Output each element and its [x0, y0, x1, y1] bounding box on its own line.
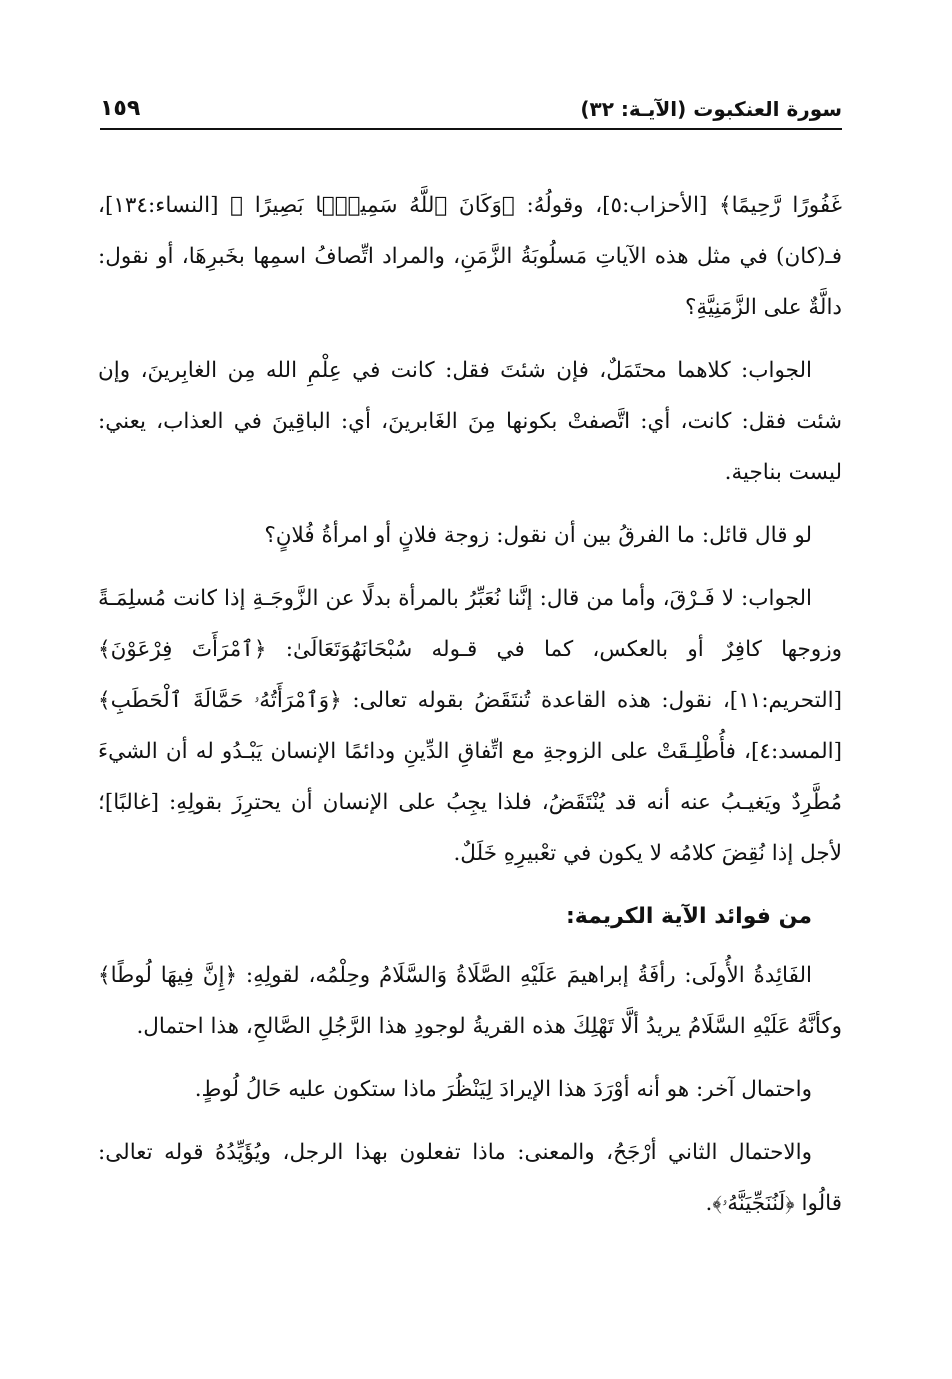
- paragraph-question-wife: لو قال قائل: ما الفرقُ بين أن نقول: زوجة فلانٍ أو امرأةُ فُلانٍ؟: [264, 523, 812, 548]
- paragraph-answer-kana: الجواب: كلاهما محتَمَلٌ، فإن شئتَ فقل: كانت في عِلْمِ الله مِن الغابِرينَ، وإن شئت فقل: كانت، أي: اتَّصفتْ بكونها مِنَ الغَابرينَ، أي: الباقِينَ في العذاب، يعني: ليست بناجية.: [98, 358, 842, 485]
- paragraph-answer-wife: الجواب: لا فَـرْقَ، وأما من قال: إنَّنا نُعَبِّرُ بالمرأة بدلًا عن الزَّوجَـةِ إذا كانت مُسلِمَـةً وزوجها كافِرٌ أو بالعكس، كما في قـوله سُبْحَانَهُوَتَعَالَىٰ: ﴿ٱمْرَأَتَ فِرْعَوْنَ﴾ [التحريم:١١]، نقول: هذه القاعدة تُنتَقَضُ بقوله تعالى: ﴿وَٱمْرَأَتُهُۥ حَمَّالَةَ ٱلْحَطَبِ﴾ [المسد:٤]، فأُطْلِـقَتْ على الزوجةِ مع اتِّفاقِ الدِّينِ ودائمًا الإنسان يَبْـدُو له أن الشيءَ مُطَّرِدٌ ويَغيـبُ عنه أنه قد يُنْتَقَضُ، فلذا يجِبُ على الإنسان أن يحترِزَ بقولِهِ: [غالبًا]؛ لأجل إذا نُقِضَ كلامُه لا يكون في تعْبيرِهِ خَلَلٌ.: [98, 586, 842, 866]
- body-text: [98, 180, 842, 1241]
- header-title: سورة العنكبوت (الآيـة: ٣٢): [580, 97, 842, 121]
- paragraph-continuation: غَفُورًا رَّحِيمًا﴾ [الأحزاب:٥]، وقولُهُ: ﴿وَكَانَ ٱللَّهُ سَمِيعًۢا بَصِيرًا ﴾ [النساء:١٣٤]، فـ(كان) في مثل هذه الآياتِ مَسلُوبَةُ الزَّمَنِ، والمراد اتِّصافُ اسمِها بخَبرِهَا، أو نقول: دالَّةٌ على الزَّمَنِيَّةِ؟: [98, 193, 842, 320]
- paragraph-other-possibility: واحتمال آخر: هو أنه أوْرَدَ هذا الإيرادَ لِيَنْظُرَ ماذا ستكون عليه حَالُ لُوطٍ.: [194, 1077, 812, 1102]
- page-number: ١٥٩: [100, 96, 141, 121]
- section-heading-benefits: من فوائد الآية الكريمة:: [565, 904, 812, 929]
- paragraph-preferred-possibility: والاحتمال الثاني أرْجَحُ، والمعنى: ماذا تفعلون بهذا الرجل، ويُؤَيِّدُهُ قوله تعالى: قالُوا ﴿لَنُنَجِّيَنَّهُۥ﴾.: [98, 1140, 842, 1216]
- paragraph-benefit-one: الفَائِدةُ الأُولَى: رأفَةُ إبراهيمَ عَلَيْهِ الصَّلَاةُ وَالسَّلَامُ وحِلْمُه، لقولِهِ: ﴿إِنَّ فِيهَا لُوطًا﴾ وكأنَّهُ عَلَيْهِ السَّلَامُ يريدُ ألَّا تَهْلِكَ هذه القريةُ لوجودِ هذا الرَّجُلِ الصَّالحِ، هذا احتمال.: [98, 963, 842, 1039]
- running-header: [100, 90, 842, 130]
